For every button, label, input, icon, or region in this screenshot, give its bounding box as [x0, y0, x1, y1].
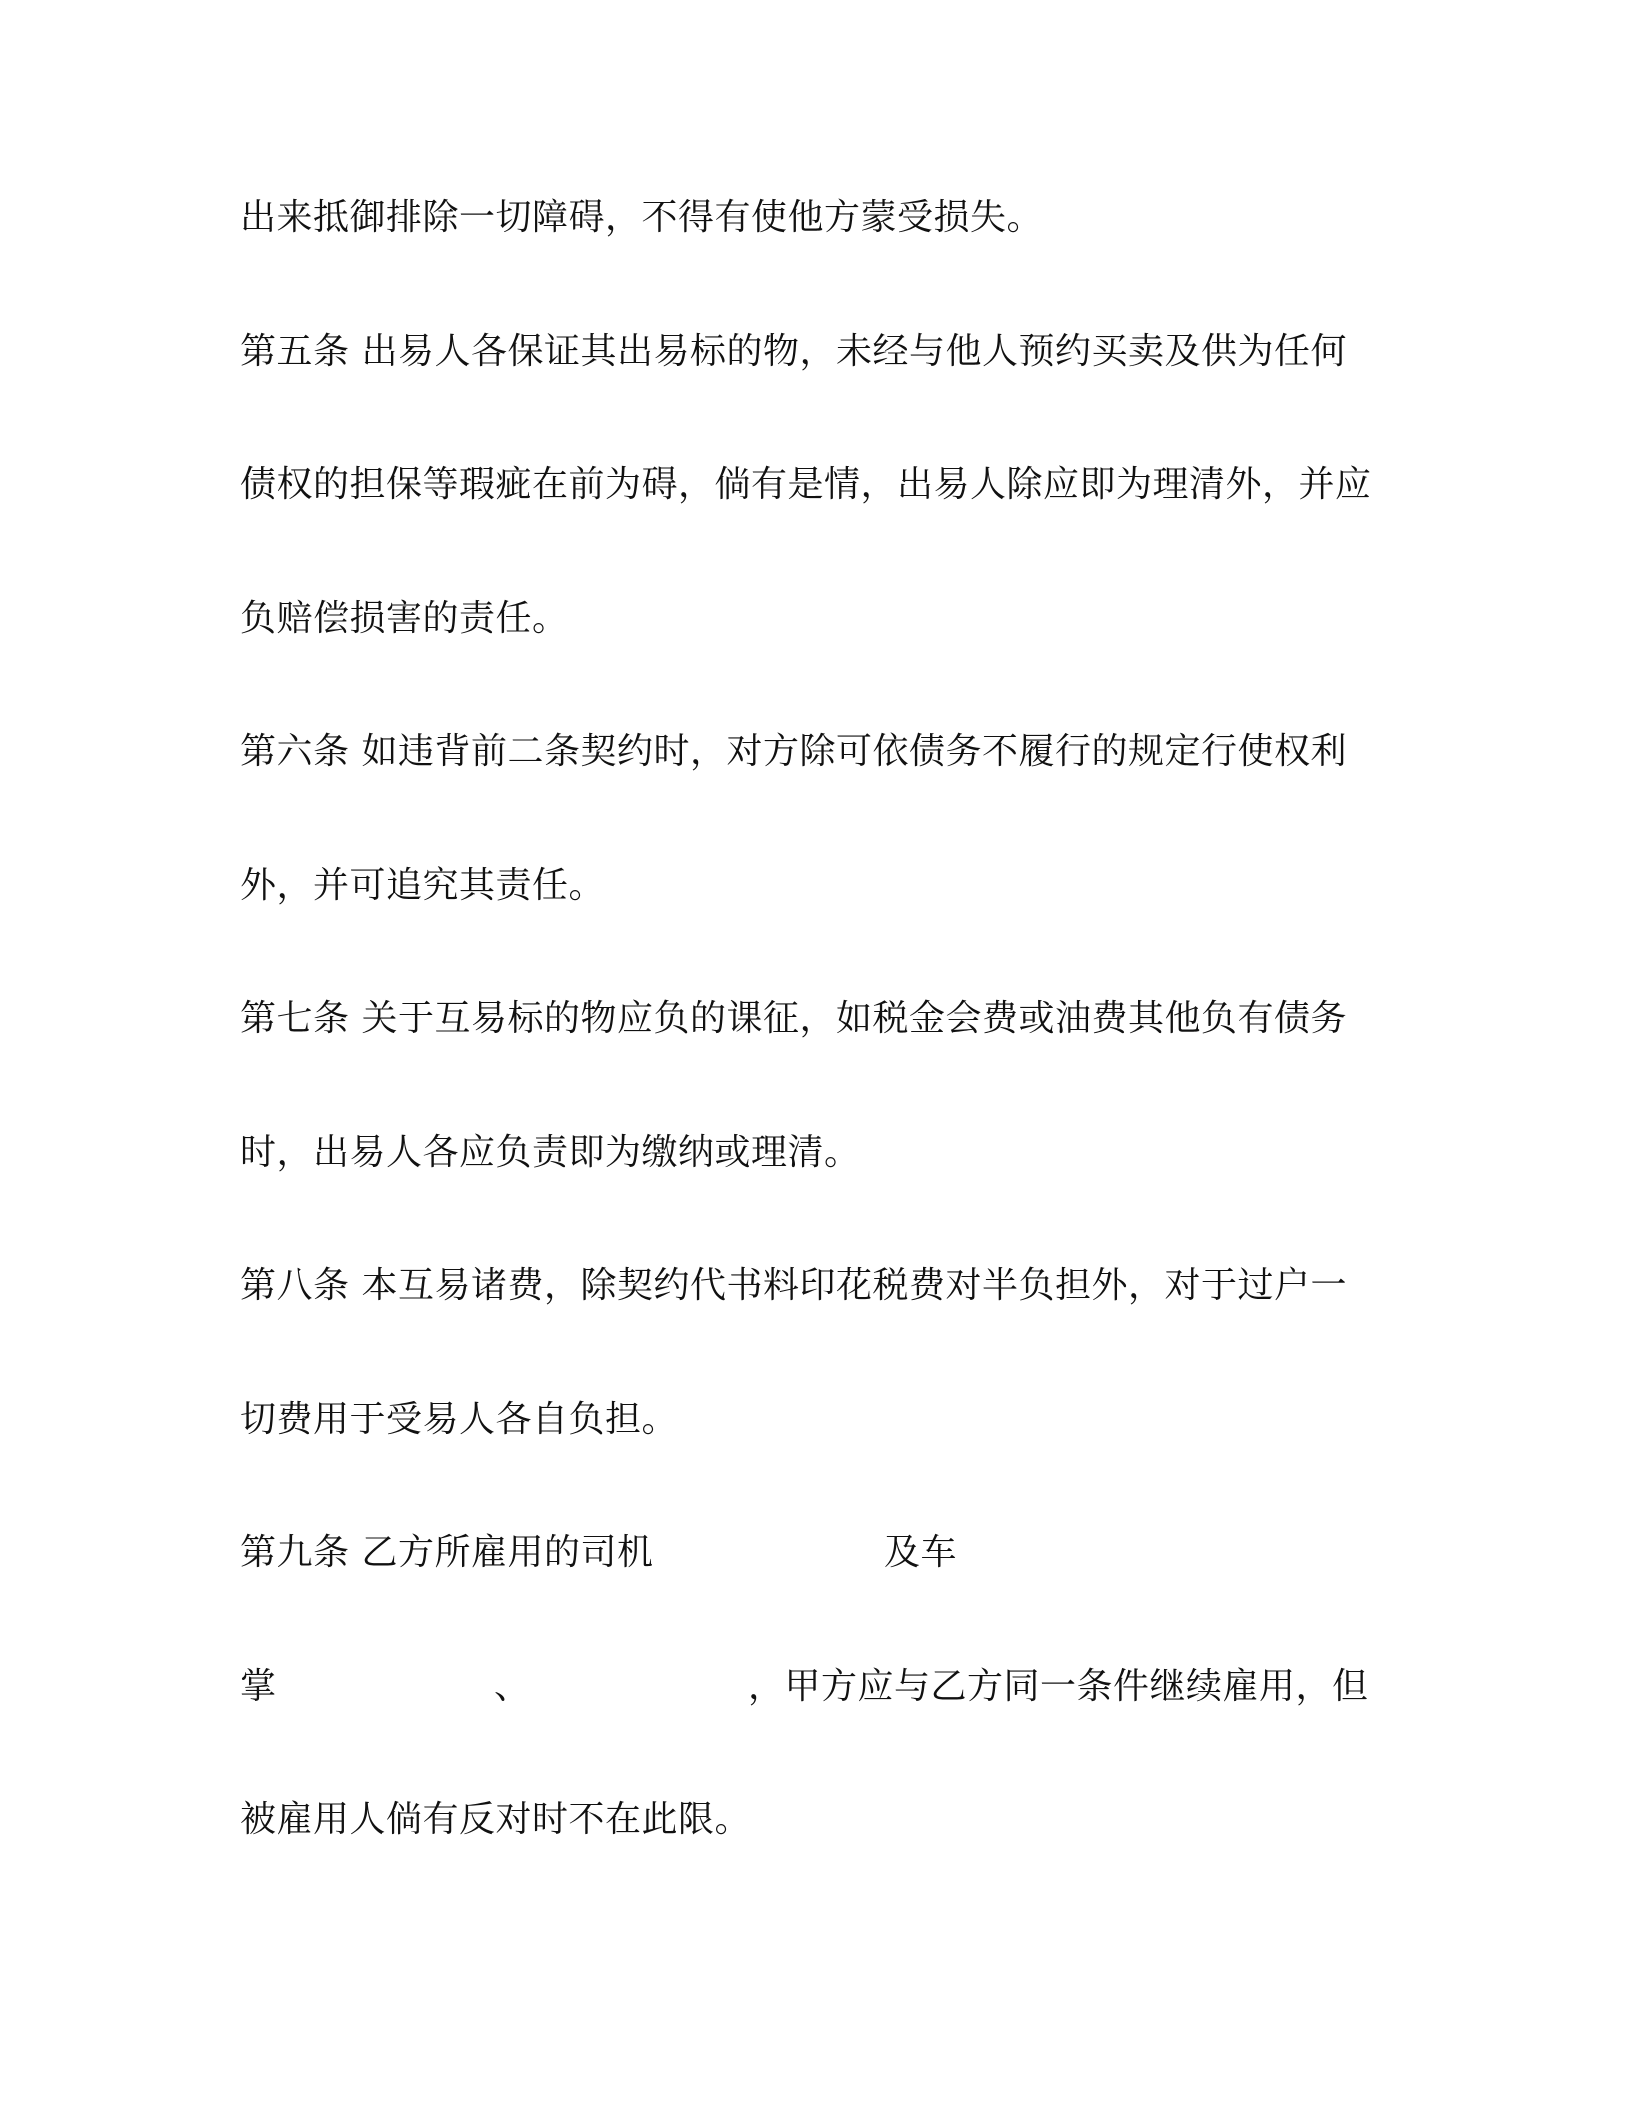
article-8-line-2: 切费用于受易人各自负担。	[240, 1399, 679, 1440]
article-7-line-1: 第七条 关于互易标的物应负的课征，如税金会费或油费其他负有债务	[240, 998, 1347, 1039]
article-7-line-2: 时，出易人各应负责即为缴纳或理清。	[240, 1132, 861, 1173]
article-9-text-start: 掌	[240, 1666, 277, 1707]
article-5-line-3: 负赔偿损害的责任。	[240, 598, 569, 639]
article-9-line-2	[240, 1665, 1400, 1709]
article-5-line-2: 债权的担保等瑕疵在前为碍，倘有是情，出易人除应即为理清外，并应	[240, 464, 1372, 505]
article-9-text: 第九条 乙方所雇用的司机	[240, 1532, 654, 1573]
article-5-line-1: 第五条 出易人各保证其出易标的物，未经与他人预约买卖及供为任何	[240, 331, 1347, 372]
article-6-line-1: 第六条 如违背前二条契约时，对方除可依债务不履行的规定行使权利	[240, 731, 1347, 772]
text-line: 出来抵御排除一切障碍，不得有使他方蒙受损失。	[240, 197, 1044, 238]
article-9-line-1	[240, 1531, 1400, 1575]
article-9-line-3: 被雇用人倘有反对时不在此限。	[240, 1799, 752, 1840]
article-8-line-1: 第八条 本互易诸费，除契约代书料印花税费对半负担外，对于过户一	[240, 1265, 1347, 1306]
article-9-text-end: 及车	[884, 1532, 958, 1573]
article-6-line-2: 外，并可追究其责任。	[240, 865, 606, 906]
article-9-text-rest: ，甲方应与乙方同一条件继续雇用，但	[748, 1666, 1369, 1707]
enumeration-comma: 、	[494, 1666, 531, 1707]
